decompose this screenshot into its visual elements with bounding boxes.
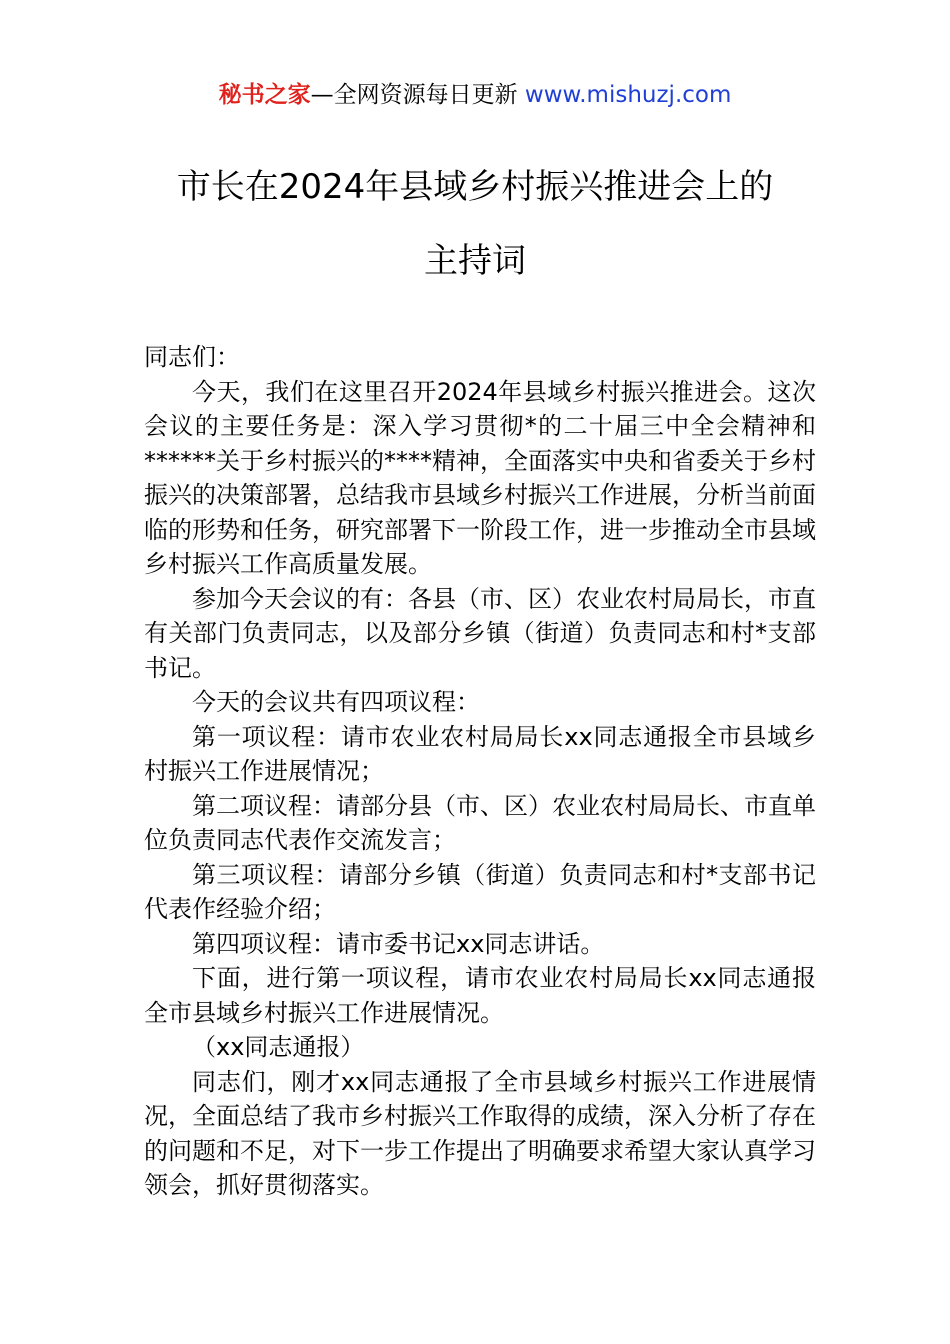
agenda-item-2: 第二项议程：请部分县（市、区）农业农村局局长、市直单位负责同志代表作交流发言； — [144, 791, 816, 854]
paragraph-first-item: 下面，进行第一项议程，请市农业农村局局长xx同志通报全市县域乡村振兴工作进展情况。 — [144, 964, 816, 1027]
title-line-2: 主持词 — [424, 241, 526, 281]
paragraph-report-note: （xx同志通报） — [192, 1033, 365, 1061]
brand-name: 秘书之家 — [218, 82, 311, 108]
paragraph-agenda-intro: 今天的会议共有四项议程： — [192, 688, 480, 716]
agenda-item-1: 第一项议程：请市农业农村局局长xx同志通报全市县域乡村振兴工作进展情况； — [144, 722, 816, 785]
paragraph-attendees: 参加今天会议的有：各县（市、区）农业农村局局长，市直有关部门负责同志，以及部分乡镇（街道）负责同志和村*支部书记。 — [144, 584, 816, 682]
paragraph-summary: 同志们，刚才xx同志通报了全市县域乡村振兴工作进展情况，全面总结了我市乡村振兴工作取得的成绩，深入分析了存在的问题和不足，对下一步工作提出了明确要求希望大家认真学习领会，抓好贯彻落实。 — [144, 1067, 816, 1199]
agenda-item-3: 第三项议程：请部分乡镇（街道）负责同志和村*支部书记代表作经验介绍； — [144, 860, 816, 923]
agenda-item-4: 第四项议程：请市委书记xx同志讲话。 — [192, 929, 605, 958]
document-title — [60, 150, 890, 298]
site-header — [0, 80, 950, 110]
document-body — [144, 340, 816, 1203]
site-url[interactable]: www.mishuzj.com — [524, 82, 732, 108]
paragraph-opening: 今天，我们在这里召开2024年县域乡村振兴推进会。这次会议的主要任务是：深入学习贯彻*的二十届三中全会精神和******关于乡村振兴的****精神，全面落实中央和省委关于乡村振兴的决策部署，总结我市县域乡村振兴工作进展，分析当前面临的形势和任务，研究部署下一阶段工作，进一步推动全市县域乡村振兴工作高质量发展。 — [144, 377, 816, 578]
header-tagline: —全网资源每日更新 — [310, 82, 518, 108]
salutation: 同志们： — [144, 343, 240, 371]
title-line-1: 市长在2024年县域乡村振兴推进会上的 — [176, 167, 774, 207]
